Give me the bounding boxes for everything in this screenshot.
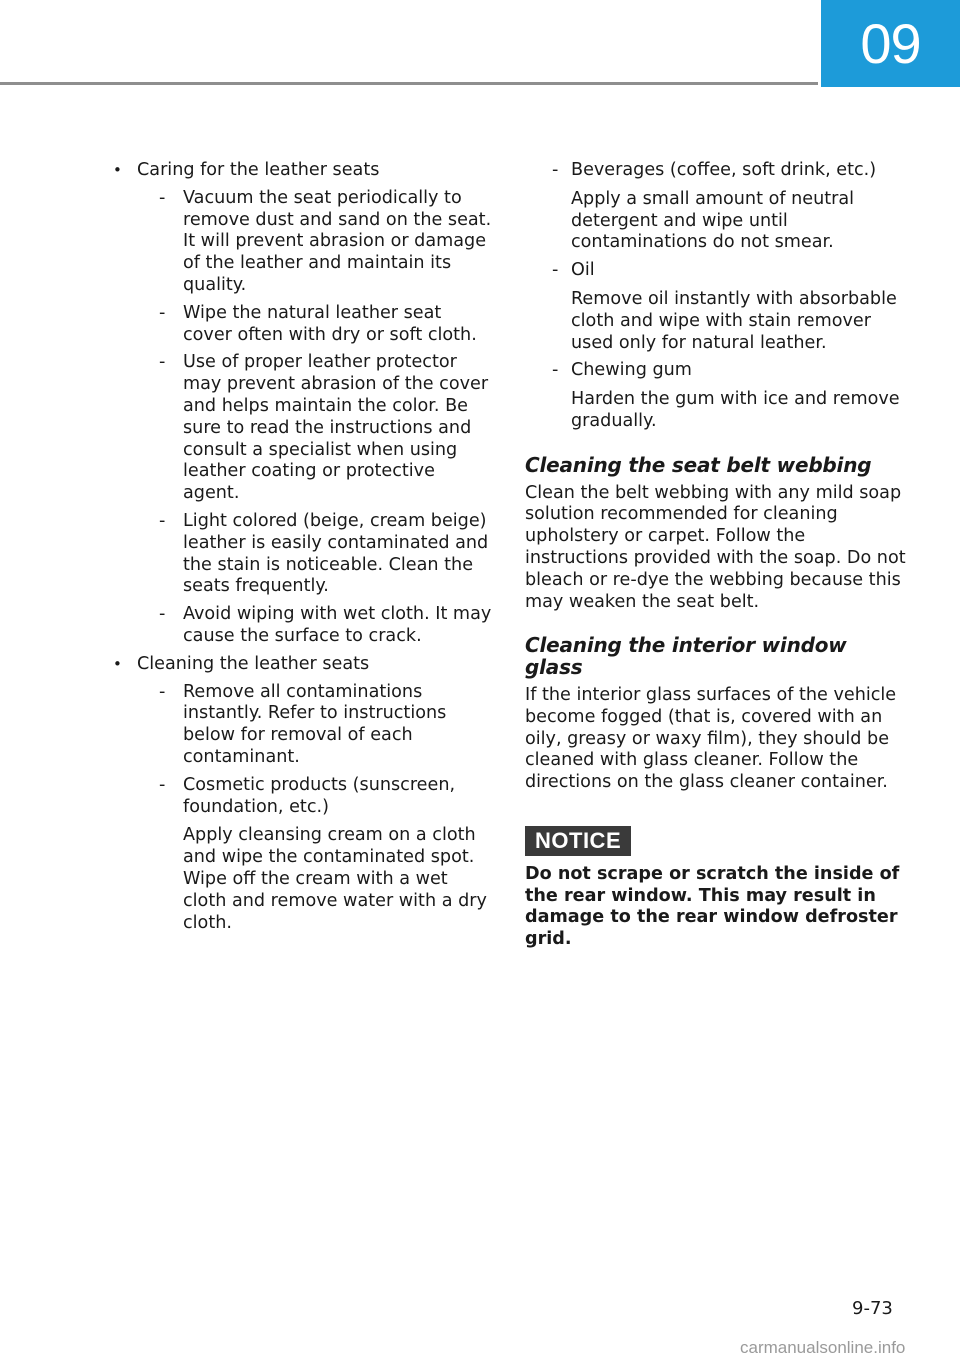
contaminant-text: Remove oil instantly with absorbable cloth and wipe with stain remover used only for natural leather. — [571, 288, 897, 353]
dash-icon: - — [159, 187, 166, 208]
right-column — [525, 160, 910, 951]
dash-icon: - — [552, 160, 559, 180]
contaminant-list — [525, 160, 910, 433]
bullet-dot-icon: • — [113, 161, 122, 179]
sub-item — [137, 604, 495, 648]
bullet-list — [110, 160, 495, 934]
contaminant-text: Apply a small amount of neutral detergent and wipe until contaminations do not smear. — [571, 188, 855, 253]
section-heading-seat-belt: Cleaning the seat belt webbing — [525, 452, 872, 477]
dash-icon: - — [159, 604, 166, 625]
dash-icon: - — [159, 681, 166, 702]
header-rule — [0, 82, 818, 85]
dash-icon: - — [159, 510, 166, 531]
dash-icon: - — [159, 352, 166, 373]
dash-icon: - — [159, 774, 166, 795]
contaminant-text: Harden the gum with ice and remove gradually. — [571, 389, 900, 431]
contaminant-text: Beverages (coffee, soft drink, etc.) — [571, 160, 877, 180]
contaminant-text: Oil — [571, 260, 595, 281]
bullet-item — [110, 654, 495, 935]
sub-item-text: Remove all contaminations instantly. Refer to instructions below for removal of each contaminant. — [183, 681, 447, 767]
contaminant-item — [525, 260, 910, 354]
sub-item-text: Vacuum the seat periodically to remove dust and sand on the seat. It will prevent abrasion or damage of the leather and maintain its quality. — [183, 187, 492, 295]
bullet-text: Caring for the leather seats — [137, 160, 380, 180]
dash-icon: - — [159, 302, 166, 323]
chapter-tab — [821, 0, 960, 87]
chapter-number: 09 — [860, 12, 921, 75]
sub-item-text: Cosmetic products (sunscreen, foundation, etc.) — [183, 774, 456, 817]
sub-item-text: Light colored (beige, cream beige) leather is easily contaminated and the stain is noticeable. Clean the seats frequently. — [183, 510, 489, 597]
contaminant-item — [525, 160, 910, 254]
dash-icon: - — [552, 260, 559, 281]
sub-item-text: Apply cleansing cream on a cloth and wipe the contaminated spot. Wipe off the cream with a wet cloth and remove water with a dry cloth. — [183, 825, 487, 933]
dash-icon: - — [552, 360, 559, 381]
contaminant-item — [525, 360, 910, 432]
sub-item-text: Avoid wiping with wet cloth. It may cause the surface to crack. — [183, 604, 492, 646]
bullet-text: Cleaning the leather seats — [137, 653, 370, 674]
notice-text: Do not scrape or scratch the inside of the rear window. This may result in damage to the rear window defroster grid. — [525, 863, 900, 950]
sub-item — [137, 775, 495, 935]
sub-item — [137, 682, 495, 769]
contaminant-text: Chewing gum — [571, 360, 692, 381]
sub-item — [137, 352, 495, 505]
left-column — [110, 160, 495, 940]
section-heading-window-glass: Cleaning the interior window glass — [525, 633, 847, 680]
bullet-dot-icon: • — [113, 654, 122, 673]
bullet-item — [110, 160, 495, 648]
sub-item — [137, 188, 495, 297]
sub-item — [137, 511, 495, 598]
window-glass-paragraph: If the interior glass surfaces of the vehicle become fogged (that is, covered with an oily, greasy or waxy film), they should be cleaned with glass cleaner. Follow the directions on the glass cleaner container. — [525, 684, 897, 793]
seat-belt-paragraph: Clean the belt webbing with any mild soap solution recommended for cleaning upholstery or carpet. Follow the instructions provided with the soap. Do not bleach or re-dye the webbing because this may weaken the seat belt. — [525, 482, 906, 612]
page-number: 9-73 — [852, 1298, 893, 1319]
sub-item-text: Use of proper leather protector may prevent abrasion of the cover and helps maintain the color. Be sure to read the instructions and consult a specialist when using leather coating or protective agent. — [183, 352, 489, 504]
watermark-link[interactable]: carmanualsonline.info — [740, 1338, 906, 1357]
notice-badge: NOTICE — [525, 826, 631, 856]
sub-item-text: Wipe the natural leather seat cover often with dry or soft cloth. — [183, 302, 477, 345]
sub-item — [137, 303, 495, 347]
